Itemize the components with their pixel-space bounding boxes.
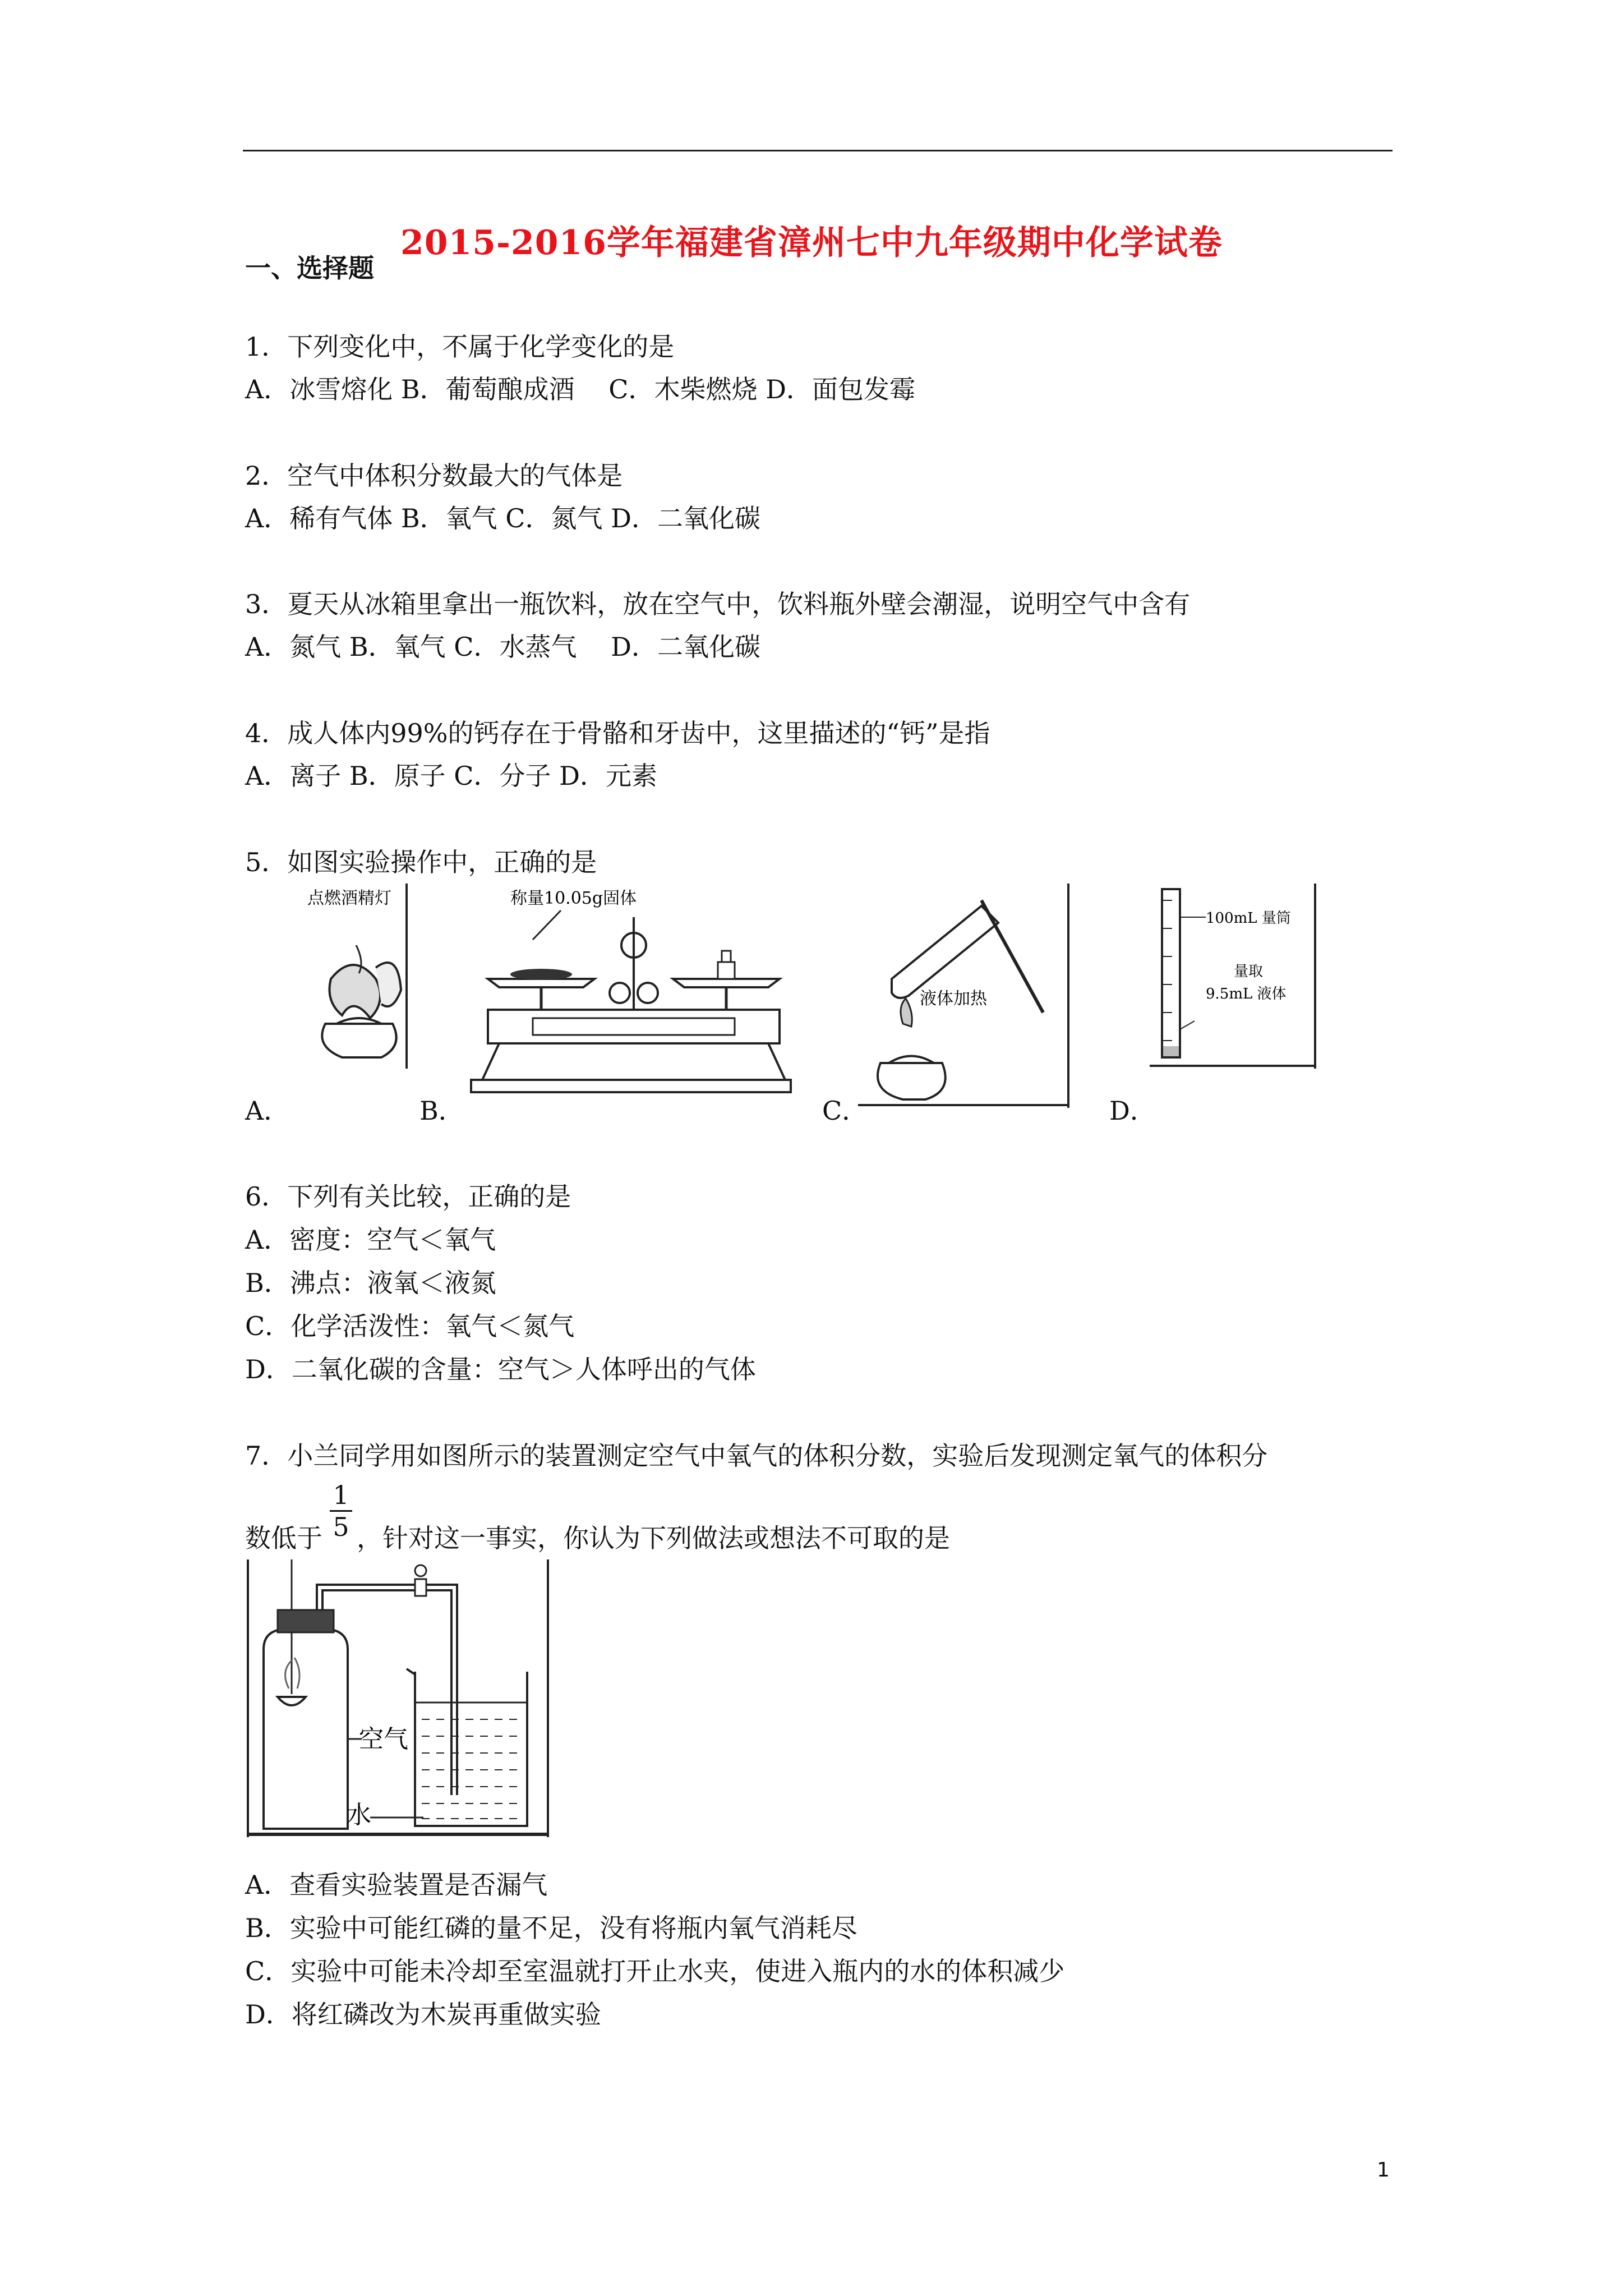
figure-c-label: 液体加热 <box>920 989 987 1009</box>
q2-options: A．稀有气体 B．氧气 C．氮气 D．二氧化碳 <box>245 503 760 533</box>
fraction-one-fifth <box>330 1481 352 1541</box>
figure-b-label: 称量10.05g固体 <box>510 889 637 908</box>
q3-options: A．氮气 B．氧气 C．水蒸气 D．二氧化碳 <box>245 632 760 662</box>
q7-option-b: B．实验中可能红磷的量不足，没有将瓶内氧气消耗尽 <box>245 1913 857 1943</box>
figure-q7-air-label: 空气 <box>359 1725 408 1754</box>
q5-option-d: D． <box>1109 1096 1156 1126</box>
section-heading: 一、选择题 <box>245 253 374 283</box>
q6-option-c: C．化学活泼性：氧气＜氮气 <box>245 1311 575 1341</box>
q6-stem: 6．下列有关比较，正确的是 <box>245 1181 571 1212</box>
page-number: 1 <box>1377 2159 1390 2182</box>
q5-option-b: B． <box>419 1096 464 1126</box>
figure-d-cylinder <box>1150 884 1318 1069</box>
fraction-numerator: 1 <box>333 1480 349 1510</box>
figure-d-label-3: 9.5mL 液体 <box>1206 986 1287 1002</box>
figure-q7-apparatus <box>247 1559 561 1840</box>
q4-options: A．离子 B．原子 C．分子 D．元素 <box>245 761 657 791</box>
figure-b-balance <box>465 884 802 1102</box>
q7-stem-line2-post: ，针对这一事实，你认为下列做法或想法不可取的是 <box>357 1523 950 1553</box>
figure-d-label-1: 100mL 量筒 <box>1206 910 1291 927</box>
page-title: 2015-2016学年福建省漳州七中九年级期中化学试卷 <box>400 223 1223 263</box>
q7-stem-line2-pre: 数低于 <box>245 1523 322 1553</box>
q7-option-c: C．实验中可能未冷却至室温就打开止水夹，使进入瓶内的水的体积减少 <box>245 1956 1065 1986</box>
q3-stem: 3．夏天从冰箱里拿出一瓶饮料，放在空气中，饮料瓶外壁会潮湿，说明空气中含有 <box>245 589 1191 619</box>
figure-a-label: 点燃酒精灯 <box>307 889 391 908</box>
q1-stem: 1．下列变化中，不属于化学变化的是 <box>245 332 675 362</box>
q5-stem: 5．如图实验操作中，正确的是 <box>245 847 597 877</box>
fraction-denominator: 5 <box>333 1512 349 1542</box>
q4-stem: 4．成人体内99%的钙存在于骨骼和牙齿中，这里描述的“钙”是指 <box>245 718 990 748</box>
q7-stem-line1: 7．小兰同学用如图所示的装置测定空气中氧气的体积分数，实验后发现测定氧气的体积分 <box>245 1441 1268 1471</box>
q2-stem: 2．空气中体积分数最大的气体是 <box>245 461 623 491</box>
q6-option-b: B．沸点：液氧＜液氮 <box>245 1268 496 1298</box>
figure-q7-water-label: 水 <box>347 1801 371 1829</box>
q5-option-a: A． <box>245 1096 290 1126</box>
figure-a-lighting-lamp <box>303 884 415 1069</box>
q1-options: A．冰雪熔化 B．葡萄酿成酒 C．木柴燃烧 D．面包发霉 <box>245 374 915 404</box>
q5-option-c: C． <box>822 1096 868 1126</box>
figure-d-label-2: 量取 <box>1234 963 1264 980</box>
q6-option-a: A．密度：空气＜氧气 <box>245 1225 496 1255</box>
header-rule <box>243 150 1393 151</box>
figure-c-heating-liquid <box>858 884 1071 1108</box>
q6-option-d: D．二氧化碳的含量：空气＞人体呼出的气体 <box>245 1354 756 1384</box>
q7-option-d: D．将红磷改为木炭再重做实验 <box>245 1999 601 2030</box>
q7-option-a: A．查看实验装置是否漏气 <box>245 1870 548 1900</box>
